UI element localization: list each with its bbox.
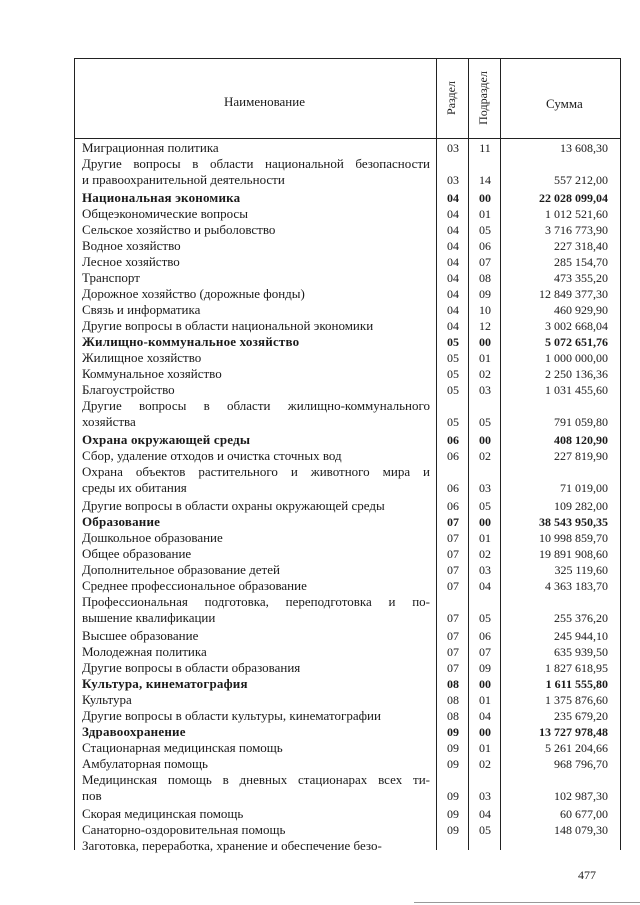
row-subsection: 05 [479, 823, 491, 837]
row-name-line: Амбулаторная помощь [82, 756, 208, 771]
row-subsection: 07 [479, 255, 491, 269]
bottom-rule [414, 902, 640, 903]
row-section: 08 [447, 677, 459, 691]
row-name-line: Скорая медицинская помощь [82, 806, 244, 821]
row-section: 08 [447, 693, 459, 707]
row-name-line: Миграционная политика [82, 140, 219, 155]
row-subsection: 03 [479, 563, 491, 577]
row-section: 07 [447, 629, 459, 643]
row-sum: 1 827 618,95 [545, 661, 608, 675]
row-section: 04 [447, 191, 459, 205]
row-name-line: Санаторно-оздоровительная помощь [82, 822, 286, 837]
row-sum: 460 929,90 [554, 303, 608, 317]
row-sum: 2 250 136,36 [545, 367, 608, 381]
row-subsection: 01 [479, 693, 491, 707]
row-name [82, 156, 430, 188]
row-section: 04 [447, 223, 459, 237]
row-section: 04 [447, 303, 459, 317]
row-name [82, 302, 430, 318]
row-sum: 60 677,00 [560, 807, 608, 821]
row-name [82, 594, 430, 626]
row-sum: 791 059,80 [554, 415, 608, 429]
row-section: 05 [447, 415, 459, 429]
row-name [82, 708, 430, 724]
row-section: 04 [447, 319, 459, 333]
row-section: 09 [447, 741, 459, 755]
row-name [82, 498, 430, 514]
budget-table [74, 58, 620, 853]
row-section: 05 [447, 367, 459, 381]
row-name [82, 350, 430, 366]
row-sum: 635 939,50 [554, 645, 608, 659]
row-section: 09 [447, 807, 459, 821]
row-name-line: Транспорт [82, 270, 140, 285]
row-sum: 10 998 859,70 [539, 531, 608, 545]
header-name: Наименование [224, 94, 305, 109]
row-name-line: Молодежная политика [82, 644, 207, 659]
row-subsection: 09 [479, 661, 491, 675]
row-name [82, 222, 430, 238]
header-bottom-border [74, 138, 620, 139]
header-section: Раздел [444, 81, 458, 115]
row-name [82, 530, 430, 546]
row-subsection: 00 [479, 335, 491, 349]
row-name-line: Медицинская помощь в дневных стационарах всех ти- [82, 772, 430, 787]
header-sum: Сумма [546, 96, 583, 111]
row-name [82, 628, 430, 644]
row-sum: 71 019,00 [560, 481, 608, 495]
row-section: 06 [447, 481, 459, 495]
table-right-border [620, 58, 621, 850]
row-name [82, 676, 430, 692]
row-name [82, 822, 430, 838]
page-number: 477 [578, 868, 596, 882]
row-name [82, 432, 430, 448]
row-subsection: 03 [479, 789, 491, 803]
row-section: 06 [447, 433, 459, 447]
row-sum: 5 261 204,66 [545, 741, 608, 755]
row-name-line: Другие вопросы в области охраны окружающей среды [82, 498, 385, 513]
row-section: 03 [447, 141, 459, 155]
row-sum: 245 944,10 [554, 629, 608, 643]
row-name-line: Лесное хозяйство [82, 254, 180, 269]
row-sum: 968 796,70 [554, 757, 608, 771]
row-name-line: Другие вопросы в области образования [82, 660, 301, 675]
row-sum: 3 002 668,04 [545, 319, 608, 333]
row-section: 05 [447, 351, 459, 365]
row-name-line: и правоохранительной деятельности [82, 172, 285, 187]
row-sum: 1 375 876,60 [545, 693, 608, 707]
name-column-divider [436, 58, 437, 850]
row-subsection: 02 [479, 757, 491, 771]
row-subsection: 00 [479, 433, 491, 447]
row-name-line: хозяйства [82, 414, 136, 429]
row-name-line: Стационарная медицинская помощь [82, 740, 283, 755]
row-subsection: 00 [479, 191, 491, 205]
section-column-divider [468, 58, 469, 850]
row-subsection: 00 [479, 515, 491, 529]
row-subsection: 02 [479, 367, 491, 381]
row-name-line: Общеэкономические вопросы [82, 206, 248, 221]
row-sum: 255 376,20 [554, 611, 608, 625]
row-subsection: 00 [479, 677, 491, 691]
row-sum: 557 212,00 [554, 173, 608, 187]
row-subsection: 02 [479, 547, 491, 561]
row-sum: 148 079,30 [554, 823, 608, 837]
row-name-line: Охрана объектов растительного и животного мира и [82, 464, 430, 479]
row-name-line: пов [82, 788, 102, 803]
row-name-line: Другие вопросы в области культуры, кинематографии [82, 708, 381, 723]
row-name-line: Заготовка, переработка, хранение и обеспечение безо- [82, 838, 382, 853]
row-subsection: 05 [479, 415, 491, 429]
row-name-line: Образование [82, 514, 161, 529]
row-name [82, 514, 430, 530]
row-sum: 227 318,40 [554, 239, 608, 253]
row-sum: 235 679,20 [554, 709, 608, 723]
header-subsection: Подраздел [476, 71, 490, 125]
row-subsection: 01 [479, 741, 491, 755]
row-section: 07 [447, 579, 459, 593]
row-name-line: Другие вопросы в области жилищно-коммунального [82, 398, 430, 413]
row-name-line: Профессиональная подготовка, переподготовка и по- [82, 594, 430, 609]
row-sum: 102 987,30 [554, 789, 608, 803]
row-subsection: 06 [479, 629, 491, 643]
row-subsection: 06 [479, 239, 491, 253]
row-section: 04 [447, 255, 459, 269]
row-section: 06 [447, 499, 459, 513]
row-subsection: 02 [479, 449, 491, 463]
row-subsection: 03 [479, 481, 491, 495]
row-name-line: Другие вопросы в области национальной безопасности [82, 156, 430, 171]
row-subsection: 01 [479, 351, 491, 365]
row-name [82, 772, 430, 804]
row-section: 07 [447, 515, 459, 529]
row-name-line: Общее образование [82, 546, 192, 561]
row-subsection: 07 [479, 645, 491, 659]
row-name-line: Здравоохранение [82, 724, 186, 739]
row-subsection: 08 [479, 271, 491, 285]
row-sum: 22 028 099,04 [539, 191, 608, 205]
row-name [82, 270, 430, 286]
row-sum: 285 154,70 [554, 255, 608, 269]
row-sum: 1 611 555,80 [545, 677, 608, 691]
row-name-line: Жилищное хозяйство [82, 350, 202, 365]
row-name [82, 286, 430, 302]
row-sum: 408 120,90 [554, 433, 608, 447]
row-section: 07 [447, 661, 459, 675]
row-section: 07 [447, 645, 459, 659]
row-name-line: Благоустройство [82, 382, 175, 397]
row-subsection: 04 [479, 709, 491, 723]
row-name [82, 318, 430, 334]
row-sum: 19 891 908,60 [539, 547, 608, 561]
row-section: 09 [447, 725, 459, 739]
row-name-line: Связь и информатика [82, 302, 201, 317]
row-name [82, 464, 430, 496]
row-section: 04 [447, 271, 459, 285]
row-name [82, 578, 430, 594]
row-sum: 13 727 978,48 [539, 725, 608, 739]
row-name [82, 334, 430, 350]
row-name-line: Водное хозяйство [82, 238, 181, 253]
row-name [82, 382, 430, 398]
row-name [82, 740, 430, 756]
row-section: 08 [447, 709, 459, 723]
row-name [82, 190, 430, 206]
row-sum: 473 355,20 [554, 271, 608, 285]
row-name-line: Другие вопросы в области национальной экономики [82, 318, 374, 333]
row-name-line: вышение квалификации [82, 610, 216, 625]
row-name [82, 806, 430, 822]
row-name-line: Сбор, удаление отходов и очистка сточных вод [82, 448, 342, 463]
row-section: 05 [447, 383, 459, 397]
row-subsection: 09 [479, 287, 491, 301]
row-sum: 1 000 000,00 [545, 351, 608, 365]
row-name [82, 206, 430, 222]
row-sum: 4 363 183,70 [545, 579, 608, 593]
row-subsection: 05 [479, 611, 491, 625]
row-name-line: Культура [82, 692, 132, 707]
row-name-line: Дополнительное образование детей [82, 562, 280, 577]
row-name [82, 254, 430, 270]
row-subsection: 03 [479, 383, 491, 397]
row-subsection: 10 [479, 303, 491, 317]
row-name [82, 692, 430, 708]
table-top-border [74, 58, 620, 59]
row-sum: 13 608,30 [560, 141, 608, 155]
row-subsection: 00 [479, 725, 491, 739]
row-subsection: 04 [479, 807, 491, 821]
row-sum: 38 543 950,35 [539, 515, 608, 529]
row-name-line: Высшее образование [82, 628, 199, 643]
row-sum: 109 282,00 [554, 499, 608, 513]
row-subsection: 01 [479, 207, 491, 221]
row-section: 07 [447, 563, 459, 577]
row-name-line: Национальная экономика [82, 190, 241, 205]
row-name-line: Дошкольное образование [82, 530, 223, 545]
row-sum: 3 716 773,90 [545, 223, 608, 237]
row-name [82, 238, 430, 254]
row-section: 09 [447, 789, 459, 803]
row-subsection: 05 [479, 223, 491, 237]
row-sum: 5 072 651,76 [545, 335, 608, 349]
row-section: 09 [447, 823, 459, 837]
row-subsection: 05 [479, 499, 491, 513]
row-name-line: Коммунальное хозяйство [82, 366, 222, 381]
row-name [82, 366, 430, 382]
row-name-line: Среднее профессиональное образование [82, 578, 307, 593]
row-section: 04 [447, 239, 459, 253]
row-name [82, 546, 430, 562]
row-subsection: 01 [479, 531, 491, 545]
row-subsection: 11 [479, 141, 491, 155]
row-name [82, 724, 430, 740]
row-sum: 12 849 377,30 [539, 287, 608, 301]
row-section: 04 [447, 207, 459, 221]
row-name [82, 756, 430, 772]
row-section: 07 [447, 611, 459, 625]
row-subsection: 14 [479, 173, 491, 187]
row-section: 03 [447, 173, 459, 187]
row-name-line: Сельское хозяйство и рыболовство [82, 222, 276, 237]
row-name-line: среды их обитания [82, 480, 187, 495]
row-sum: 227 819,90 [554, 449, 608, 463]
row-name [82, 448, 430, 464]
row-section: 07 [447, 547, 459, 561]
row-name-line: Охрана окружающей среды [82, 432, 251, 447]
subsection-column-divider [500, 58, 501, 850]
row-subsection: 04 [479, 579, 491, 593]
row-section: 05 [447, 335, 459, 349]
row-name [82, 562, 430, 578]
row-name [82, 644, 430, 660]
row-subsection: 12 [479, 319, 491, 333]
row-name-line: Дорожное хозяйство (дорожные фонды) [82, 286, 305, 301]
row-name [82, 660, 430, 676]
row-name [82, 398, 430, 430]
table-left-border [74, 58, 75, 850]
row-name-line: Жилищно-коммунальное хозяйство [82, 334, 300, 349]
row-name [82, 140, 430, 156]
row-sum: 1 031 455,60 [545, 383, 608, 397]
row-section: 06 [447, 449, 459, 463]
row-name-line: Культура, кинематография [82, 676, 248, 691]
row-section: 04 [447, 287, 459, 301]
row-sum: 325 119,60 [554, 563, 608, 577]
row-section: 07 [447, 531, 459, 545]
row-section: 09 [447, 757, 459, 771]
row-sum: 1 012 521,60 [545, 207, 608, 221]
row-name [82, 838, 430, 854]
